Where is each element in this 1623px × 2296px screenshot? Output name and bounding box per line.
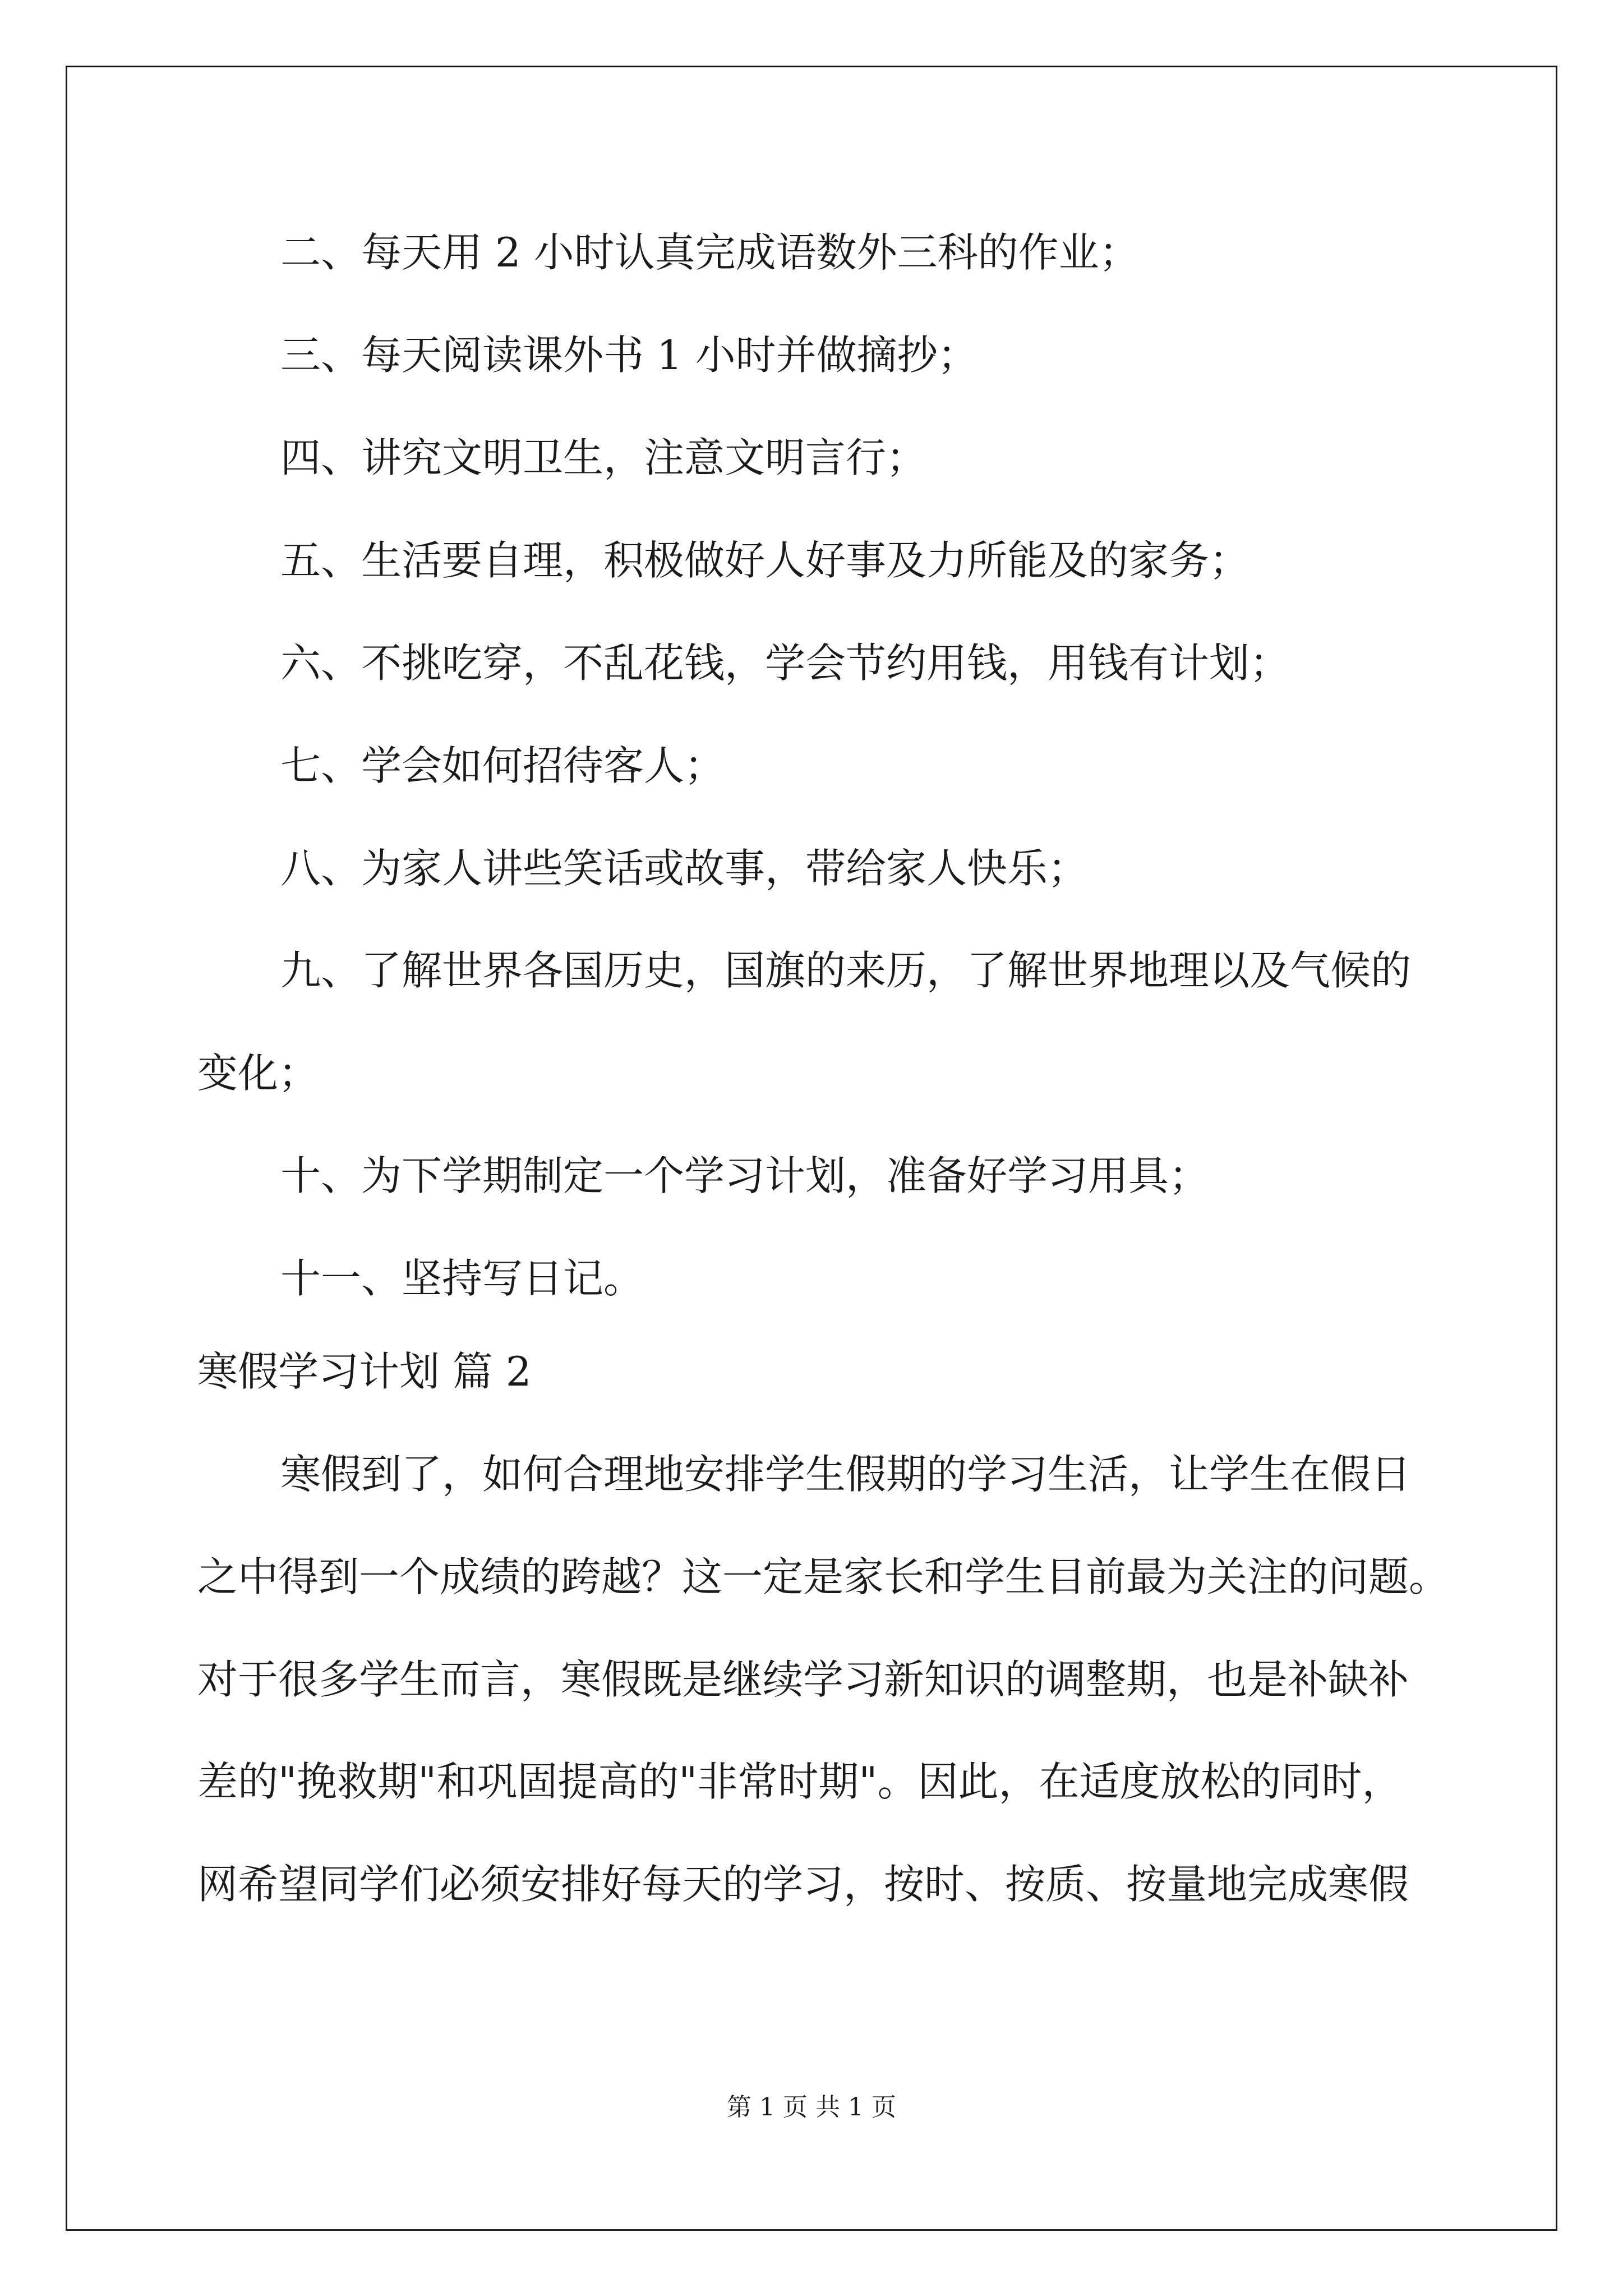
- list-item: 六、不挑吃穿，不乱花钱，学会节约用钱，用钱有计划；: [280, 639, 1290, 687]
- list-item: 九、了解世界各国历史，国旗的来历，了解世界地理以及气候的: [280, 947, 1412, 994]
- list-item: 二、每天用 2 小时认真完成语数外三科的作业；: [280, 229, 1140, 276]
- page-footer: 第 1 页 共 1 页: [727, 2093, 896, 2122]
- paragraph-line: 寒假到了，如何合理地安排学生假期的学习生活，让学生在假日: [280, 1451, 1412, 1498]
- list-item: 八、为家人讲些笑话或故事，带给家人快乐；: [280, 845, 1089, 892]
- paragraph-line: 之中得到一个成绩的跨越？这一定是家长和学生目前最为关注的问题。: [197, 1553, 1450, 1600]
- section-heading: 寒假学习计划 篇 2: [197, 1348, 532, 1395]
- list-item-continuation: 变化；: [197, 1050, 319, 1097]
- paragraph-line: 对于很多学生而言，寒假既是继续学习新知识的调整期，也是补缺补: [197, 1656, 1409, 1703]
- list-item: 五、生活要自理，积极做好人好事及力所能及的家务；: [280, 537, 1250, 584]
- paragraph-line: 差的"挽救期"和巩固提高的"非常时期"。因此，在适度放松的同时，: [197, 1758, 1403, 1805]
- list-item: 四、讲究文明卫生，注意文明言行；: [280, 434, 927, 481]
- paragraph-line: 网希望同学们必须安排好每天的学习，按时、按质、按量地完成寒假: [197, 1861, 1409, 1908]
- list-item: 十一、坚持写日记。: [280, 1255, 644, 1302]
- list-item: 七、学会如何招待客人；: [280, 742, 725, 789]
- list-item: 十、为下学期制定一个学习计划，准备好学习用具；: [280, 1152, 1210, 1199]
- list-item: 三、每天阅读课外书 1 小时并做摘抄；: [280, 332, 978, 379]
